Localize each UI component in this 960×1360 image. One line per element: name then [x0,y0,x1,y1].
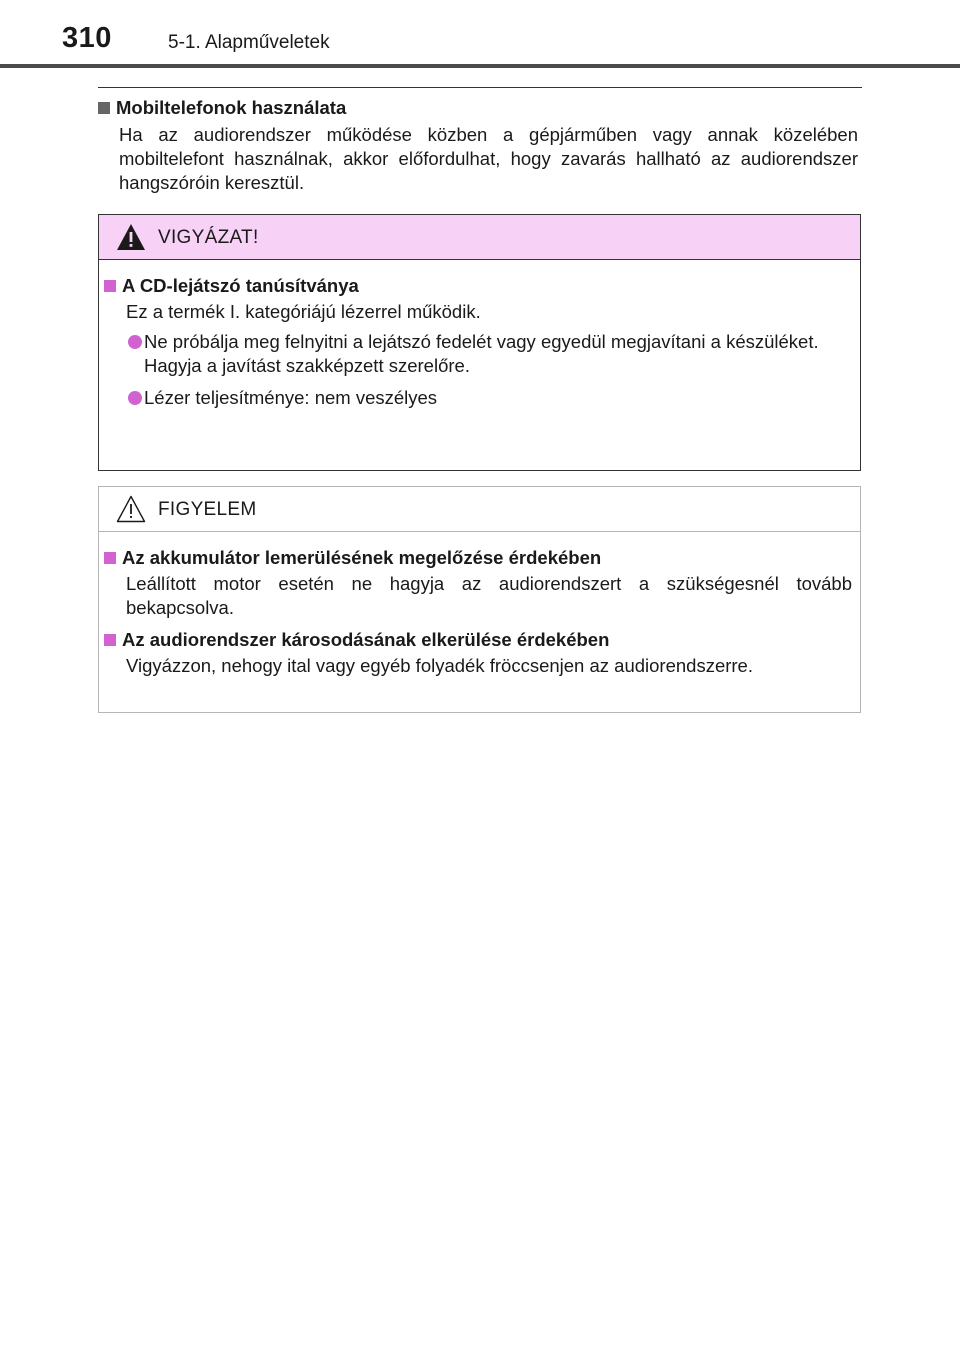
notice-item-1-heading [104,546,852,570]
header-rule [0,64,960,68]
circle-bullet-icon [128,391,142,405]
caution-box [98,214,861,471]
page-header [0,0,960,68]
caution-bullet-1-line-2: Hagyja a javítást szakképzett szerelőre. [144,355,470,376]
caution-bullet-2-text: Lézer teljesítménye: nem veszélyes [144,387,438,408]
caution-text: Ez a termék I. kategóriájú lézerrel működik. [126,301,481,322]
square-bullet-icon [98,102,110,114]
square-bullet-icon [104,634,116,646]
notice-body [99,532,860,678]
notice-item-1-body: Leállított motor esetén ne hagyja az audiorendszert a szükségesnél tovább bekapcsolva. [126,573,852,618]
intro-heading-text: Mobiltelefonok használata [116,97,347,118]
content-divider [98,87,862,88]
caution-header [99,215,860,260]
warning-outline-icon [116,495,146,523]
circle-bullet-icon [128,335,142,349]
section-title: 5-1. Alapműveletek [168,32,330,53]
caution-title: VIGYÁZAT! [158,227,259,248]
caution-body [99,260,860,410]
notice-item-1-heading-text: Az akkumulátor lemerülésének megelőzése érdekében [122,547,602,568]
intro-body: Ha az audiorendszer működése közben a gépjárműben vagy annak közelében mobiltelefont használnak, akkor előfordulhat, hogy zavarás hallható az audiorendszer hangszóróin keresztül. [119,124,858,193]
caution-heading [104,274,852,298]
caution-bullet-2 [104,386,852,410]
notice-item-2-heading [104,628,852,652]
caution-bullets [104,330,852,410]
caution-bullet-1 [104,330,852,378]
warning-icon [116,223,146,251]
intro-section [98,96,858,195]
notice-header [99,487,860,532]
square-bullet-icon [104,280,116,292]
intro-heading [98,96,858,120]
notice-item-2-heading-text: Az audiorendszer károsodásának elkerülése érdekében [122,629,610,650]
caution-heading-text: A CD-lejátszó tanúsítványa [122,275,359,296]
notice-title: FIGYELEM [158,499,257,520]
square-bullet-icon [104,552,116,564]
notice-box [98,486,861,713]
page-number: 310 [62,22,112,54]
caution-bullet-1-line-1: Ne próbálja meg felnyitni a lejátszó fedelét vagy egyedül megjavítani a készüléket. [144,331,819,352]
notice-item-2-body: Vigyázzon, nehogy ital vagy egyéb folyadék fröccsenjen az audiorendszerre. [126,655,753,676]
